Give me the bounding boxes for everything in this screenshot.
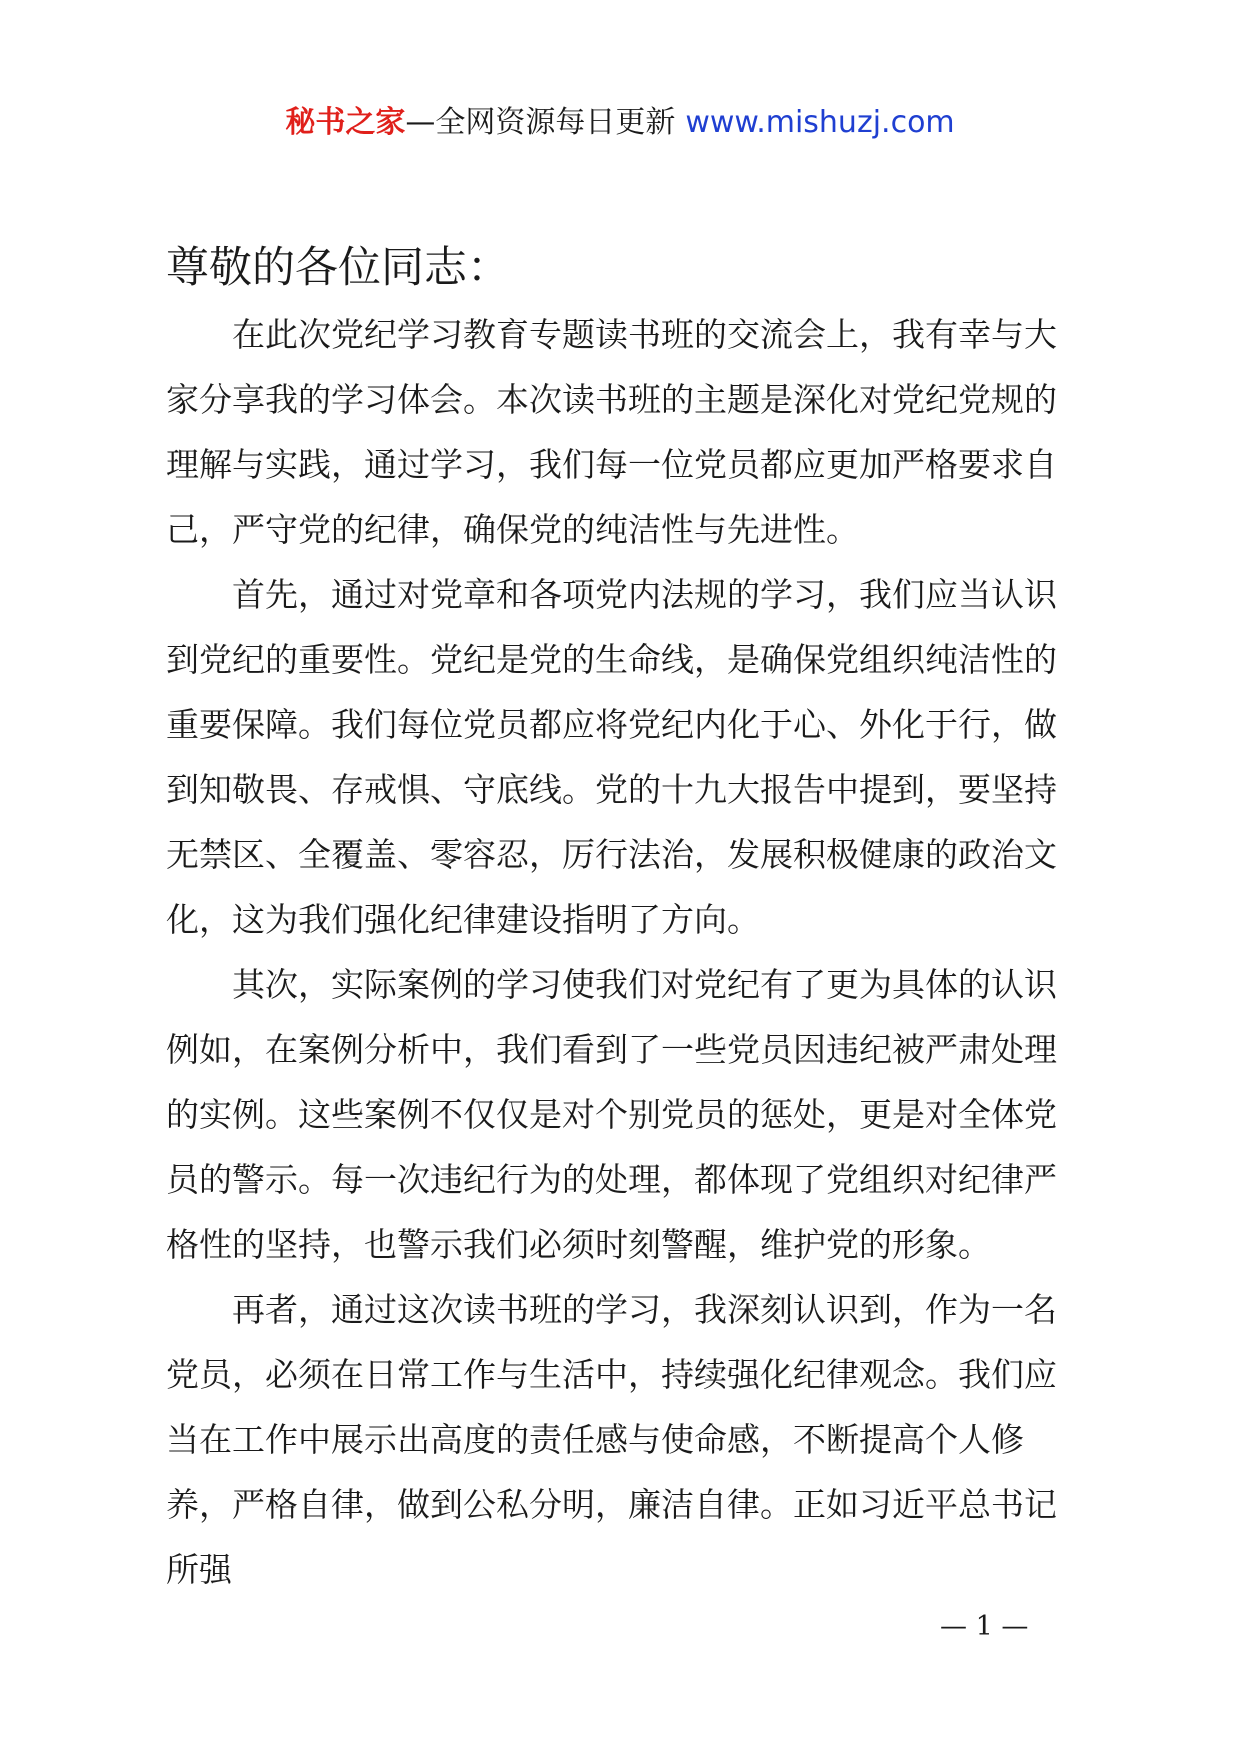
paragraph-first: 首先，通过对党章和各项党内法规的学习，我们应当认识到党纪的重要性。党纪是党的生命线，是确保党组织纯洁性的重要保障。我们每位党员都应将党纪内化于心、外化于行，做到知敬畏、存戒惧、守底线。党的十九大报告中提到，要坚持无禁区、全覆盖、零容忍，厉行法治，发展积极健康的政治文化，这为我们强化纪律建设指明了方向。 [166, 575, 1057, 939]
page-number: — 1 — [940, 1611, 1029, 1642]
site-brand: 秘书之家 [285, 105, 406, 140]
paragraph-second: 其次，实际案例的学习使我们对党纪有了更为具体的认识例如，在案例分析中，我们看到了一些党员因违纪被严肃处理的实例。这些案例不仅仅是对个别党员的惩处，更是对全体党员的警示。每一次违纪行为的处理，都体现了党组织对纪律严格性的坚持，也警示我们必须时刻警醒，维护党的形象。 [166, 965, 1057, 1264]
paragraph-intro: 在此次党纪学习教育专题读书班的交流会上，我有幸与大家分享我的学习体会。本次读书班的主题是深化对党纪党规的理解与实践，通过学习，我们每一位党员都应更加严格要求自己，严守党的纪律，确保党的纯洁性与先进性。 [166, 315, 1057, 549]
site-header [0, 103, 1240, 143]
site-tagline: —全网资源每日更新 [405, 105, 676, 140]
site-url-link[interactable]: www.mishuzj.com [685, 105, 955, 140]
salutation: 尊敬的各位同志： [166, 243, 510, 293]
body-text [166, 302, 1086, 1602]
paragraph-third: 再者，通过这次读书班的学习，我深刻认识到，作为一名党员，必须在日常工作与生活中，持续强化纪律观念。我们应当在工作中展示出高度的责任感与使命感，不断提高个人修养，严格自律，做到公私分明，廉洁自律。正如习近平总书记所强 [166, 1290, 1057, 1589]
